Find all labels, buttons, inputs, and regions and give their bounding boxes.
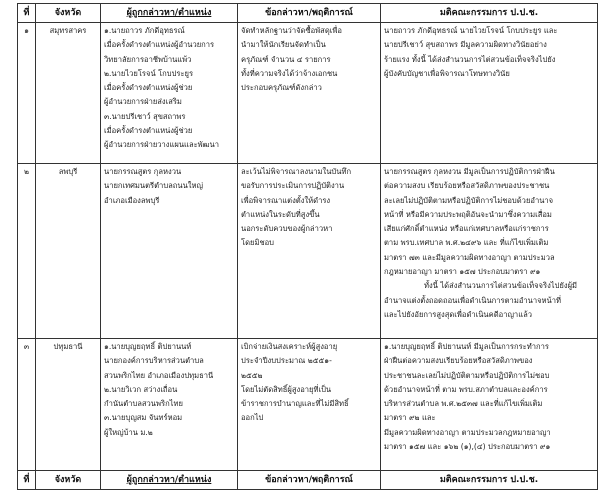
header-row (18, 4, 598, 23)
resolution-cell: นายกรรณสูตร กุลหงวน มีมูลเป็นการปฏิบัติการฝ่าฝืน ต่อความสงบ เรียบร้อยหรือสวัสดิภาพของประชาชน ละเลยไม่ปฏิบัติตามหรือปฏิบัติการไม่ชอบด้วยอำนาจ หน้าที่ หรือมีความประพฤติอันจะนำมาซึ่งความเสื่อม เสียแก่ศักดิ์ตำแหน่ง หรือแก่เทศบาลหรือแก่ราชการ ตาม พรบ.เทศบาล พ.ศ.๒๔๙๖ และ ที่แก้ไขเพิ่มเติม มาตรา ๗๓ และมีมูลความผิดทางอาญา ตามประมวล กฎหมายอาญา มาตรา ๑๕๗ ประกอบมาตรา ๙๑ ทั้งนี้ ได้ส่งสำนวนการไต่สวนข้อเท็จจริงไปยังผู้มี อำนาจแต่งตั้งถอดถอนเพื่อดำเนินการตามอำนาจหน้าที่ และไปยังอัยการสูงสุดเพื่อดำเนินคดีอาญาแล้ว (381, 164, 598, 339)
row-number: ๒ (18, 164, 36, 339)
allegation-cell: ละเว้นไม่พิจารณาลงนามในบันทึก ขอรับการประเมินการปฏิบัติงาน เพื่อพิจารณาแต่งตั้งให้ดำรง ตำแหน่งในระดับที่สูงขึ้น นอกระดับควบของผู้กล่าวหา โดยมิชอบ (238, 164, 381, 339)
accused-cell: ๑.นายบุญยฤทธิ์ ติปยานนท์ นายกองค์การบริหารส่วนตำบล สวนพริกไทย อำเภอเมืองปทุมธานี ๒.นายวิเวก สว่างเถื่อน กำนันตำบลสวนพริกไทย ๓.นายบุญสม จันทร์หอม ผู้ใหญ่บ้าน ม.๒ (101, 339, 238, 471)
footer-allegation: ข้อกล่าวหา/พฤติการณ์ (238, 471, 381, 490)
case-table (17, 3, 598, 490)
table-row (18, 23, 598, 164)
table-row (18, 339, 598, 471)
footer-province: จังหวัด (36, 471, 101, 490)
allegation-cell: จัดทำหลักฐานว่าจัดซื้อพัสดุเพื่อ นำมาให้นักเรียนจัดทำเป็น ครุภัณฑ์ จำนวน ๔ รายการ ทั้งที่ความจริงได้ว่าจ้างเอกชน ประกอบครุภัณฑ์ดังกล่าว (238, 23, 381, 164)
province-cell: ปทุมธานี (36, 339, 101, 471)
footer-no: ที่ (18, 471, 36, 490)
row-number: ๓ (18, 339, 36, 471)
accused-cell: นายกรรณสูตร กุลหงวน นายกเทศมนตรีตำบลถนนใหญ่ อำเภอเมืองลพบุรี (101, 164, 238, 339)
footer-accused: ผู้ถูกกล่าวหา/ตำแหน่ง (101, 471, 238, 490)
accused-cell: ๑.นายถาวร ภักดีอุทธรณ์ เมื่อครั้งดำรงตำแหน่งผู้อำนวยการ วิทยาลัยการอาชีพบ้านแพ้ว ๒.นายไวยโรจน์ โกบประยูร เมื่อครั้งดำรงตำแหน่งผู้ช่วย ผู้อำนวยการฝ่ายส่งเสริม ๓.นายปรีเชาว์ สุขสถาพร เมื่อครั้งดำรงตำแหน่งผู้ช่วย ผู้อำนวยการฝ่ายวางแผนและพัฒนา (101, 23, 238, 164)
allegation-cell: เบิกจ่ายเงินสงเคราะห์ผู้สูงอายุ ประจำปีงบประมาณ ๒๕๕๑- ๒๕๕๒ โดยไม่ตัดสิทธิ์ผู้สูงอายุที่เป็น ข้าราชการบำนาญและที่ไม่มีสิทธิ์ ออกไป (238, 339, 381, 471)
resolution-cell: ๑.นายบุญยฤทธิ์ ติปยานนท์ มีมูลเป็นการกระทำการ ฝ่าฝืนต่อความสงบเรียบร้อยหรือสวัสดิภาพของ ประชาชนละเลยไม่ปฏิบัติตามหรือปฏิบัติการไม่ชอบ ด้วยอำนาจหน้าที่ ตาม พรบ.สภาตำบลและองค์การ บริหารส่วนตำบล พ.ศ.๒๕๓๗ และที่แก้ไขเพิ่มเติม มาตรา ๙๒ และ มีมูลความผิดทางอาญา ตามประมวลกฎหมายอาญา มาตรา ๑๕๗ และ ๑๖๒ (๑),(๔) ประกอบมาตรา ๙๑ (381, 339, 598, 471)
resolution-cell: นายถาวร ภักดีอุทธรณ์ นายไวยโรจน์ โกบประยูร และ นายปรีเชาว์ สุขสถาพร มีมูลความผิดทางวินัยอย่าง ร้ายแรง ทั้งนี้ ได้ส่งสำนวนการไต่สวนข้อเท็จจริงไปยัง ผู้บังคับบัญชาเพื่อพิจารณาโทษทางวินัย (381, 23, 598, 164)
header-allegation: ข้อกล่าวหา/พฤติการณ์ (238, 4, 381, 23)
province-cell: ลพบุรี (36, 164, 101, 339)
footer-resolution: มติคณะกรรมการ ป.ป.ช. (381, 471, 598, 490)
header-resolution: มติคณะกรรมการ ป.ป.ช. (381, 4, 598, 23)
row-number: ๑ (18, 23, 36, 164)
table-row (18, 164, 598, 339)
header-province: จังหวัด (36, 4, 101, 23)
header-accused: ผู้ถูกกล่าวหา/ตำแหน่ง (101, 4, 238, 23)
header-no: ที่ (18, 4, 36, 23)
province-cell: สมุทรสาคร (36, 23, 101, 164)
